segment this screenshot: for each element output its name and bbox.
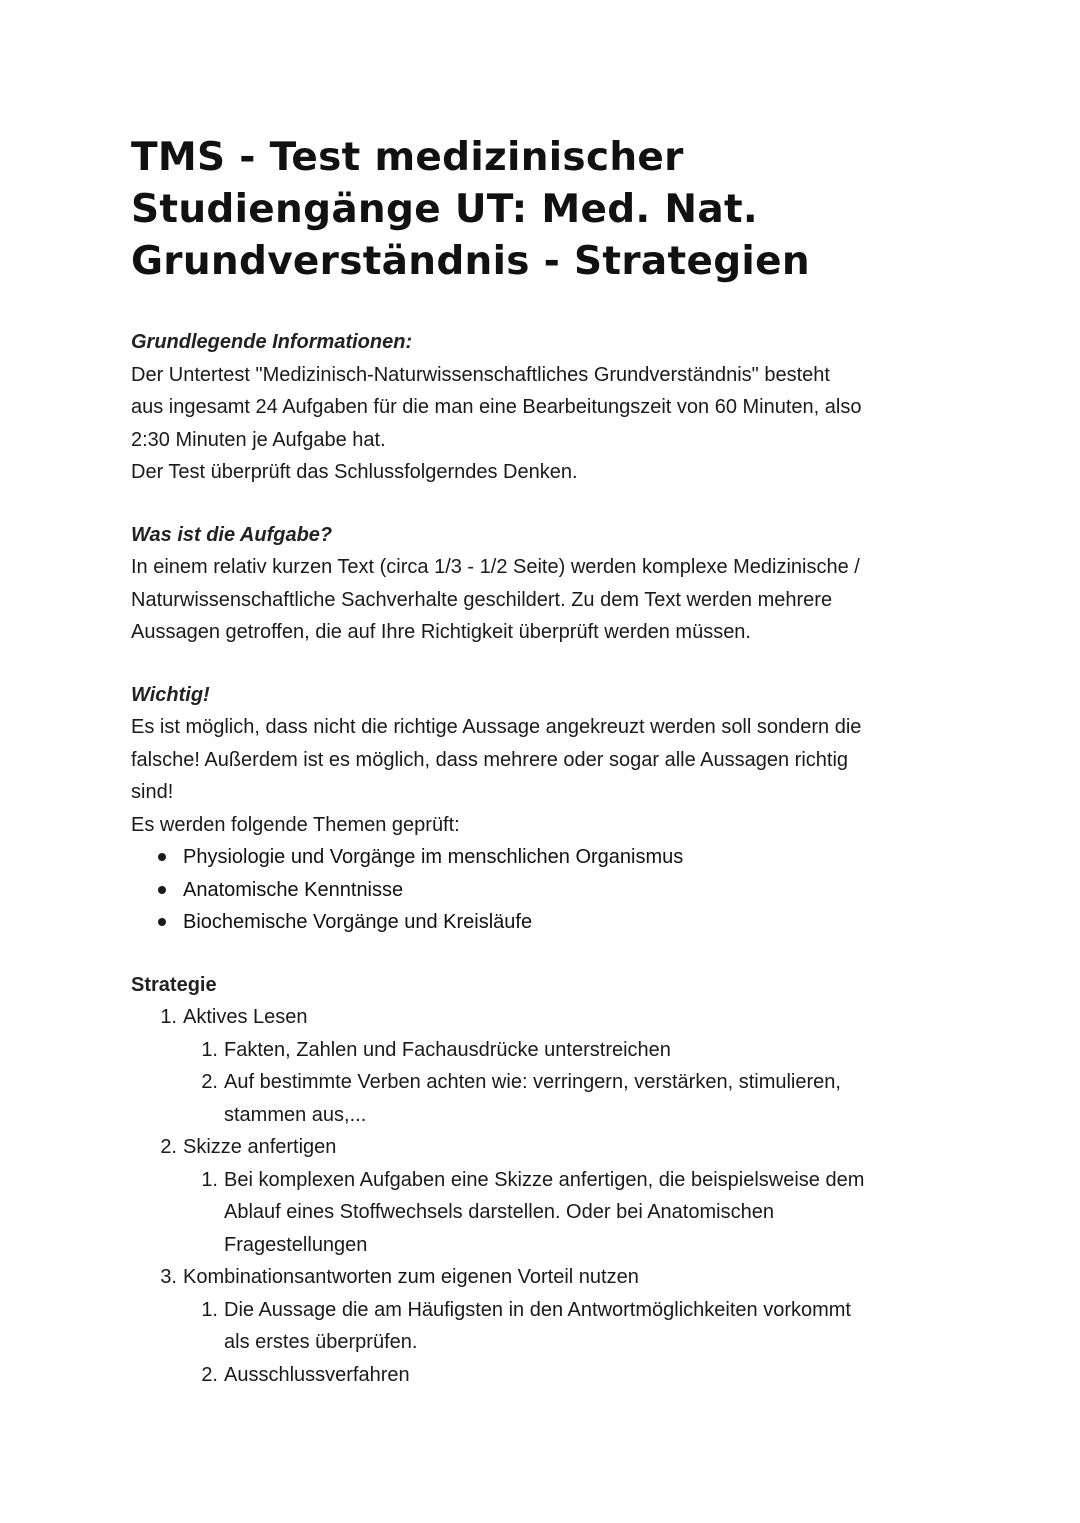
section-strategy <box>131 969 960 1392</box>
strategy-subitem <box>131 1034 960 1067</box>
strategy-subitem <box>131 1294 960 1359</box>
list-number: 2. <box>201 1363 218 1386</box>
section-heading-strategy: Strategie <box>131 973 217 996</box>
subitem-line: Auf bestimmte Verben achten wie: verringern, verstärken, stimulieren, <box>224 1071 841 1093</box>
paragraph-line: Naturwissenschaftliche Sachverhalte geschildert. Zu dem Text werden mehrere <box>131 588 833 611</box>
subitem-line: Ausschlussverfahren <box>224 1363 410 1386</box>
subitem-line: als erstes überprüfen. <box>224 1331 418 1353</box>
list-item <box>183 906 960 939</box>
list-item-text: Biochemische Vorgänge und Kreisläufe <box>183 911 533 933</box>
list-item-text: Anatomische Kenntnisse <box>183 878 404 901</box>
list-number: 2. <box>160 1136 177 1158</box>
list-number: 1. <box>201 1298 218 1321</box>
paragraph-line: Der Test überprüft das Schlussfolgerndes Denken. <box>131 461 578 483</box>
bullet-icon <box>158 853 166 861</box>
strategy-item-label: Skizze anfertigen <box>183 1136 337 1158</box>
list-item <box>183 874 960 907</box>
strategy-item-label: Aktives Lesen <box>183 1006 308 1028</box>
strategy-subitem <box>131 1359 960 1392</box>
paragraph-line: In einem relativ kurzen Text (circa 1/3 - 1/2 Seite) werden komplexe Medizinische / <box>131 556 860 578</box>
strategy-subitem <box>131 1066 960 1131</box>
subitem-line: stammen aus,... <box>224 1103 367 1126</box>
paragraph-line: Es ist möglich, dass nicht die richtige Aussage angekreuzt werden soll sondern die <box>131 716 862 738</box>
section-heading-basic-info: Grundlegende Informationen: <box>131 331 413 353</box>
paragraph-line: Aussagen getroffen, die auf Ihre Richtigkeit überprüft werden müssen. <box>131 621 751 643</box>
bullet-icon <box>158 918 166 926</box>
paragraph-line: falsche! Außerdem ist es möglich, dass mehrere oder sogar alle Aussagen richtig <box>131 748 849 771</box>
section-heading-task: Was ist die Aufgabe? <box>131 523 333 546</box>
list-number: 2. <box>201 1071 218 1093</box>
paragraph-line: Der Untertest "Medizinisch-Naturwissenschaftliches Grundverständnis" besteht <box>131 363 830 386</box>
subitem-line: Fragestellungen <box>224 1233 368 1256</box>
subitem-line: Ablauf eines Stoffwechsels darstellen. Oder bei Anatomischen <box>224 1201 774 1223</box>
paragraph-line: Es werden folgende Themen geprüft: <box>131 813 460 836</box>
strategy-subitem <box>131 1164 960 1262</box>
section-basic-info <box>131 326 960 489</box>
paragraph-line: aus ingesamt 24 Aufgaben für die man eine Bearbeitungszeit von 60 Minuten, also <box>131 396 862 418</box>
strategy-item <box>131 1001 960 1034</box>
section-important <box>131 679 960 939</box>
strategy-item <box>131 1261 960 1294</box>
list-item <box>183 841 960 874</box>
list-item-text: Physiologie und Vorgänge im menschlichen Organismus <box>183 846 684 868</box>
strategy-item-label: Kombinationsantworten zum eigenen Vorteil nutzen <box>183 1266 639 1288</box>
subitem-line: Fakten, Zahlen und Fachausdrücke unterstreichen <box>224 1038 671 1061</box>
list-number: 1. <box>201 1038 218 1061</box>
section-heading-important: Wichtig! <box>131 683 210 706</box>
paragraph-line: sind! <box>131 781 174 803</box>
list-number: 1. <box>160 1006 177 1028</box>
subitem-line: Die Aussage die am Häufigsten in den Antwortmöglichkeiten vorkommt <box>224 1298 851 1321</box>
list-number: 3. <box>160 1266 177 1288</box>
document-title: TMS - Test medizinischer Studiengänge UT: Med. Nat. Grundverständnis - Strategien <box>131 135 810 284</box>
list-number: 1. <box>201 1168 218 1191</box>
bullet-icon <box>158 886 166 894</box>
topics-list <box>131 841 960 939</box>
subitem-line: Bei komplexen Aufgaben eine Skizze anfertigen, die beispielsweise dem <box>224 1168 865 1191</box>
strategy-item <box>131 1131 960 1164</box>
section-task <box>131 519 960 649</box>
paragraph-line: 2:30 Minuten je Aufgabe hat. <box>131 428 386 451</box>
